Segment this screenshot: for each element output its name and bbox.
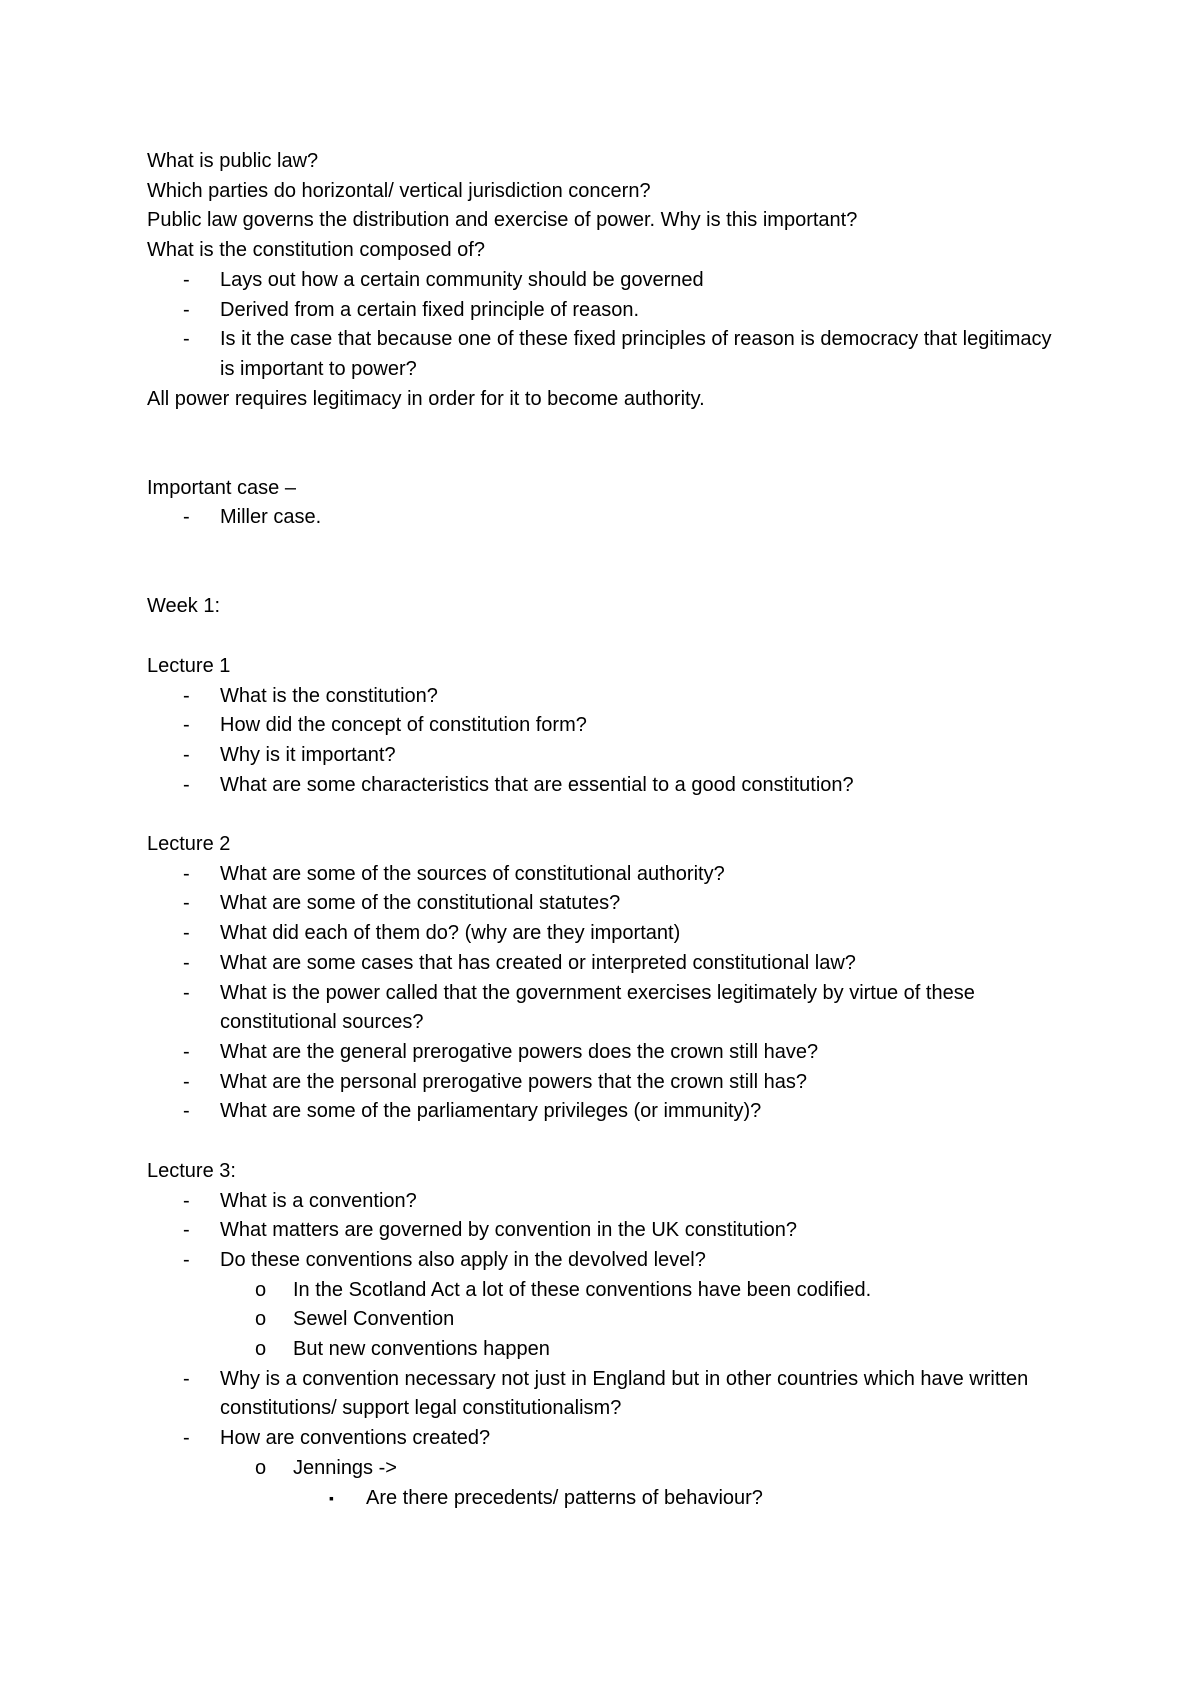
list-item <box>147 1187 1052 1217</box>
list-item-text: What are the general prerogative powers does the crown still have? <box>220 1041 819 1063</box>
list-item <box>147 741 1052 771</box>
list-item <box>147 1097 1052 1127</box>
spacer <box>147 444 1052 474</box>
dash-bullet: - <box>183 268 190 291</box>
spacer <box>147 414 1052 444</box>
dash-bullet: - <box>183 1248 190 1271</box>
list-item-text: Miller case. <box>220 506 322 529</box>
list-item <box>147 1216 1052 1246</box>
list-item <box>147 503 1052 533</box>
intro-line: What is public law? <box>147 150 319 172</box>
list-item-text: What is the power called that the government exercises legitimately by virtue of these constitutional sources? <box>220 981 975 1034</box>
list-item-text: Derived from a certain fixed principle of reason. <box>220 298 640 321</box>
list-item <box>147 682 1052 712</box>
dash-bullet: - <box>183 743 190 766</box>
list-item-text: Why is it important? <box>220 743 396 766</box>
dash-bullet: - <box>183 1100 190 1123</box>
spacer <box>147 563 1052 593</box>
dash-bullet: - <box>183 922 190 945</box>
dash-bullet: - <box>183 298 190 321</box>
list-item <box>147 889 1052 919</box>
list-item-text: What are some of the parliamentary privileges (or immunity)? <box>220 1100 762 1123</box>
dash-bullet: - <box>183 328 190 351</box>
section-heading: Important case – <box>147 476 296 499</box>
document-body <box>147 147 1052 1513</box>
lecture-heading: Lecture 3: <box>147 1159 236 1182</box>
dash-bullet: - <box>183 506 190 529</box>
list-item-text: What matters are governed by convention in the UK constitution? <box>220 1219 797 1242</box>
lecture-heading: Lecture 1 <box>147 654 231 677</box>
list-item-text: Is it the case that because one of these fixed principles of reason is democracy that legitimacy is important to power? <box>220 328 1052 380</box>
intro-line: Which parties do horizontal/ vertical jurisdiction concern? <box>147 179 651 202</box>
week-heading: Week 1: <box>147 595 220 618</box>
dash-bullet: - <box>183 1367 190 1390</box>
list-item-text: What are some of the sources of constitutional authority? <box>220 862 725 885</box>
list-item <box>147 1038 1052 1068</box>
intro-line: Public law governs the distribution and exercise of power. Why is this important? <box>147 209 858 232</box>
list-item <box>147 1424 1052 1454</box>
dash-bullet: - <box>183 1070 190 1093</box>
circle-bullet: o <box>255 1278 267 1301</box>
intro-closing: All power requires legitimacy in order for it to become authority. <box>147 387 705 410</box>
circle-bullet: o <box>255 1456 267 1479</box>
list-item <box>147 860 1052 890</box>
list-item-text: What are the personal prerogative powers that the crown still has? <box>220 1070 807 1093</box>
list-item <box>147 1068 1052 1098</box>
list-item <box>147 979 1052 1038</box>
dash-bullet: - <box>183 684 190 707</box>
list-item-text: What did each of them do? (why are they important) <box>220 922 681 945</box>
lecture-heading: Lecture 2 <box>147 833 231 856</box>
list-item <box>147 296 1052 326</box>
list-item-text: What are some of the constitutional statutes? <box>220 892 621 915</box>
list-item-text: How did the concept of constitution form? <box>220 714 587 737</box>
dash-bullet: - <box>183 773 190 796</box>
list-item <box>147 711 1052 741</box>
dash-bullet: - <box>183 1189 190 1212</box>
list-item <box>147 266 1052 296</box>
list-item-text: What is a convention? <box>220 1189 417 1212</box>
list-item <box>147 1246 1052 1276</box>
circle-bullet: o <box>255 1308 267 1331</box>
list-item <box>147 1365 1052 1424</box>
list-item-text: In the Scotland Act a lot of these conventions have been codified. <box>293 1278 872 1301</box>
list-item <box>147 919 1052 949</box>
list-item-text: Why is a convention necessary not just in England but in other countries which have written constitutions/ support legal constitutionalism? <box>220 1367 1029 1420</box>
list-item-text: Are there precedents/ patterns of behaviour? <box>366 1486 763 1509</box>
sub-list-item <box>147 1276 1052 1306</box>
sub-sub-list-item <box>147 1484 1052 1514</box>
dash-bullet: - <box>183 1041 190 1063</box>
dash-bullet: - <box>183 714 190 737</box>
sub-list-item <box>147 1305 1052 1335</box>
sub-list-item <box>147 1454 1052 1484</box>
list-item-text: What are some cases that has created or interpreted constitutional law? <box>220 951 856 974</box>
dash-bullet: - <box>183 951 190 974</box>
square-bullet: ▪ <box>329 1489 334 1506</box>
dash-bullet: - <box>183 1427 190 1450</box>
dash-bullet: - <box>183 862 190 885</box>
circle-bullet: o <box>255 1338 267 1361</box>
sub-list-item <box>147 1335 1052 1365</box>
dash-bullet: - <box>183 892 190 915</box>
list-item-text: How are conventions created? <box>220 1427 491 1450</box>
list-item <box>147 771 1052 801</box>
dash-bullet: - <box>183 1219 190 1242</box>
spacer <box>147 622 1052 652</box>
list-item <box>147 949 1052 979</box>
intro-line: What is the constitution composed of? <box>147 239 485 262</box>
dash-bullet: - <box>183 981 190 1004</box>
spacer <box>147 1127 1052 1157</box>
spacer <box>147 533 1052 563</box>
spacer <box>147 800 1052 830</box>
list-item-text: What are some characteristics that are essential to a good constitution? <box>220 773 854 796</box>
list-item-text: Lays out how a certain community should be governed <box>220 268 704 291</box>
list-item-text: But new conventions happen <box>293 1338 550 1361</box>
list-item-text: Do these conventions also apply in the devolved level? <box>220 1248 706 1271</box>
list-item-text: What is the constitution? <box>220 684 438 707</box>
list-item-text: Jennings -> <box>293 1456 397 1479</box>
list-item <box>147 325 1052 384</box>
list-item-text: Sewel Convention <box>293 1308 455 1331</box>
